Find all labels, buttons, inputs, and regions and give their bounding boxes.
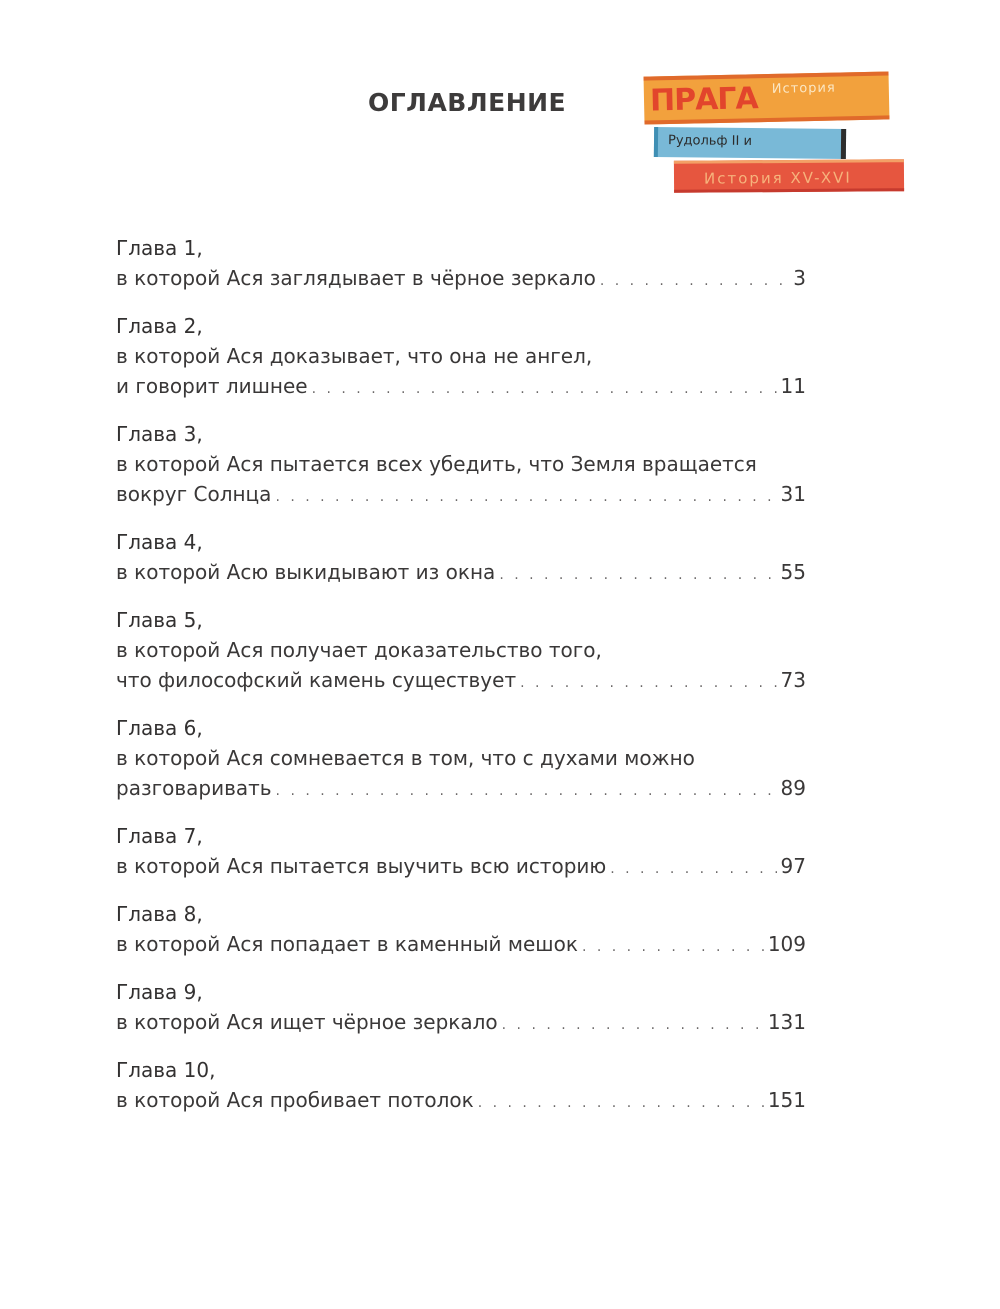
chapter-subtitle-line: что философский камень существует — [116, 668, 517, 692]
dot-leader — [499, 560, 776, 590]
chapter-heading: Глава 6, — [116, 716, 203, 740]
chapter-leader-line — [116, 557, 806, 590]
dot-leader — [276, 776, 777, 806]
toc-entry[interactable] — [116, 311, 806, 404]
toc-entry[interactable] — [116, 1055, 806, 1118]
dot-leader — [520, 668, 776, 698]
chapter-subtitle-line: в которой Ася пытается всех убедить, что Земля вращается — [116, 452, 757, 476]
toc-entry[interactable] — [116, 977, 806, 1040]
table-of-contents — [116, 233, 806, 1133]
chapter-subtitle-line: в которой Ася попадает в каменный мешок — [116, 932, 578, 956]
page-number: 97 — [780, 854, 806, 878]
toc-entry[interactable] — [116, 527, 806, 590]
toc-entry[interactable] — [116, 605, 806, 698]
toc-entry[interactable] — [116, 419, 806, 512]
page-number: 131 — [767, 1010, 806, 1034]
chapter-subtitle-line: в которой Ася пытается выучить всю историю — [116, 854, 607, 878]
chapter-heading: Глава 1, — [116, 236, 203, 260]
chapter-heading: Глава 5, — [116, 608, 203, 632]
dot-leader — [275, 482, 776, 512]
chapter-leader-line — [116, 479, 806, 512]
book-rudolf-title: Рудольф II и — [667, 133, 753, 150]
dot-leader — [502, 1010, 764, 1040]
dot-leader — [610, 854, 776, 884]
chapter-subtitle-line: в которой Ася сомневается в том, что с духами можно — [116, 746, 695, 770]
books-illustration — [636, 68, 916, 198]
toc-entry[interactable] — [116, 899, 806, 962]
chapter-heading: Глава 2, — [116, 314, 203, 338]
page-number: 151 — [767, 1088, 806, 1112]
page-number: 73 — [780, 668, 806, 692]
chapter-subtitle-line: в которой Ася заглядывает в чёрное зеркало — [116, 266, 596, 290]
page-number: 109 — [767, 932, 806, 956]
book-praga-title: ПРАГА — [649, 81, 759, 119]
book-rudolf — [654, 127, 846, 159]
chapter-heading: Глава 3, — [116, 422, 203, 446]
chapter-leader-line — [116, 851, 806, 884]
chapter-subtitle-line: в которой Ася ищет чёрное зеркало — [116, 1010, 498, 1034]
chapter-leader-line — [116, 263, 806, 296]
toc-entry[interactable] — [116, 713, 806, 806]
book-history — [674, 159, 904, 193]
chapter-leader-line — [116, 773, 806, 806]
chapter-subtitle-line: в которой Ася доказывает, что она не ангел, — [116, 344, 593, 368]
chapter-leader-line — [116, 1085, 806, 1118]
book-praga — [644, 71, 890, 124]
chapter-subtitle-line: в которой Ася получает доказательство того, — [116, 638, 602, 662]
toc-entry[interactable] — [116, 821, 806, 884]
dot-leader — [312, 374, 777, 404]
book-history-title: История XV-XVI — [703, 168, 852, 188]
page-number: 11 — [780, 374, 806, 398]
chapter-subtitle-line: вокруг Солнца — [116, 482, 272, 506]
chapter-heading: Глава 8, — [116, 902, 203, 926]
chapter-subtitle-line: в которой Ася пробивает потолок — [116, 1088, 474, 1112]
book-praga-subtitle: История — [771, 80, 836, 97]
chapter-leader-line — [116, 665, 806, 698]
chapter-leader-line — [116, 929, 806, 962]
chapter-heading: Глава 9, — [116, 980, 203, 1004]
dot-leader — [582, 932, 764, 962]
chapter-heading: Глава 7, — [116, 824, 203, 848]
chapter-subtitle-line: и говорит лишнее — [116, 374, 308, 398]
page-title: ОГЛАВЛЕНИЕ — [368, 88, 567, 117]
chapter-subtitle-line: разговаривать — [116, 776, 272, 800]
chapter-leader-line — [116, 371, 806, 404]
chapter-heading: Глава 4, — [116, 530, 203, 554]
chapter-heading: Глава 10, — [116, 1058, 216, 1082]
chapter-subtitle-line: в которой Асю выкидывают из окна — [116, 560, 496, 584]
dot-leader — [600, 266, 789, 296]
page-number: 89 — [780, 776, 806, 800]
dot-leader — [478, 1088, 764, 1118]
chapter-leader-line — [116, 1007, 806, 1040]
page-number: 31 — [780, 482, 806, 506]
page-number: 55 — [780, 560, 806, 584]
toc-entry[interactable] — [116, 233, 806, 296]
page-number: 3 — [793, 266, 806, 290]
